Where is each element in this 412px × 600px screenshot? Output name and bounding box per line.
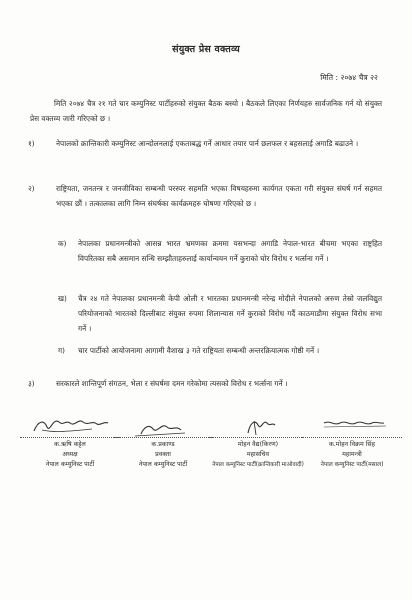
handwritten-signature xyxy=(113,411,213,439)
signatory-role: महासचिव xyxy=(246,451,270,458)
signatory-party: नेपाल कम्युनिस्ट पार्टी xyxy=(45,461,95,468)
signature-block xyxy=(113,411,213,471)
signature-line xyxy=(208,437,308,438)
signature-line xyxy=(302,437,402,438)
point-number: ३) xyxy=(28,379,35,388)
signatory-name: क.मोहन विक्रम सिंह xyxy=(328,441,376,448)
signature-line xyxy=(20,437,120,438)
handwritten-signature xyxy=(208,411,308,439)
signatory-role: महामन्त्री xyxy=(342,451,362,458)
subpoint-text: चैत्र २४ गते नेपालका प्रधानमन्त्री केपी ओली र भारतका प्रधानमन्त्री नरेन्द्र मोदीले नेपालको अरुण तेस्रो जलविद्युत परियोजनाको भारतको दिल्लीबाट संयुक्त रुपमा शिलान्यास गर्ने कुराको विरोध गर्दै काठमाडौमा संयुक्त विरोध सभा गर्ने । xyxy=(78,294,382,333)
subpoint-letter: क) xyxy=(58,239,67,248)
signatory-name: क.ऋषि कट्टेल xyxy=(54,441,86,448)
signatory-role: अध्यक्ष xyxy=(62,451,78,458)
signatory-party: नेपाल कम्युनिस्ट पार्टी(मसाल) xyxy=(320,462,384,468)
signatory-role: प्रवक्ता xyxy=(155,451,171,458)
subpoint-text: चार पार्टीको आयोजनामा आगामी वैशाख ३ गते राष्ट्रियता सम्बन्धी अन्तरक्रियात्मक गोष्ठी गर्ने । xyxy=(78,346,320,355)
subpoint-letter: ख) xyxy=(58,294,67,303)
intro-paragraph: मिति २०७४ चैत्र २१ गते चार कम्युनिस्ट पार्टीहरुको संयुक्त बैठक बस्यो । बैठकले लिएका निर्णयहरु सार्वजनिक गर्न यो संयुक्त प्रेस वक्तव्य जारी गरिएको छ । xyxy=(30,99,382,123)
signature-block xyxy=(20,411,120,471)
point-text: सरकारले शान्तिपूर्ण संगठन, भेला र संघर्षमा दमन गरेकोमा त्यसको विरोध र भर्त्सना गर्ने । xyxy=(56,379,288,388)
point-text: राष्ट्रियता, जनतन्त्र र जनजीविका सम्बन्धी परस्पर सहमति भएका विषयहरुमा कार्यगत एकता गरी संयुक्त संघर्ष गर्न सहमत भएका छौं । तत्कालका लागि निम्न संघर्षका कार्यक्रमहरु घोषणा गरिएको छ । xyxy=(56,184,382,208)
signatory-party: नेपाल कम्युनिस्ट पार्टी(क्रान्तिकारी माओवादी) xyxy=(212,462,304,468)
signatory-name: क.प्रकाण्ड xyxy=(151,441,175,448)
point-text: नेपालको क्रान्तिकारी कम्युनिस्ट आन्दोलनलाई एकताबद्ध गर्ने आधार तयार पार्न छलफल र बहसलाई अगाडि बढाउने । xyxy=(56,139,359,148)
subpoint-text: नेपालका प्रधानमन्त्रीको आसन्न भारत भ्रमणका क्रममा यसभन्दा अगाडि नेपाल-भारत बीचमा भएका राष्ट्रहित विपरितका सबै असमान सन्धि सम्झौताहरुलाई कार्यान्वयन गर्ने कुराको घोर विरोध र भर्त्सना गर्ने । xyxy=(78,239,382,263)
signature-block xyxy=(208,411,308,471)
point-number: २) xyxy=(28,184,35,193)
point-number: १) xyxy=(28,139,35,148)
handwritten-signature xyxy=(20,411,120,439)
signatory-party: नेपाल कम्युनिस्ट पार्टी xyxy=(138,461,188,468)
document-date: मिति : २०७४ चैत्र २२ xyxy=(320,73,378,82)
signature-block xyxy=(302,411,402,471)
signatory-name: मोहन वैद्य(किरण) xyxy=(237,441,279,448)
handwritten-signature xyxy=(302,411,402,439)
document-title: संयुक्त प्रेस वक्तव्य xyxy=(172,44,240,55)
signature-line xyxy=(113,437,213,438)
subpoint-letter: ग) xyxy=(58,346,65,355)
